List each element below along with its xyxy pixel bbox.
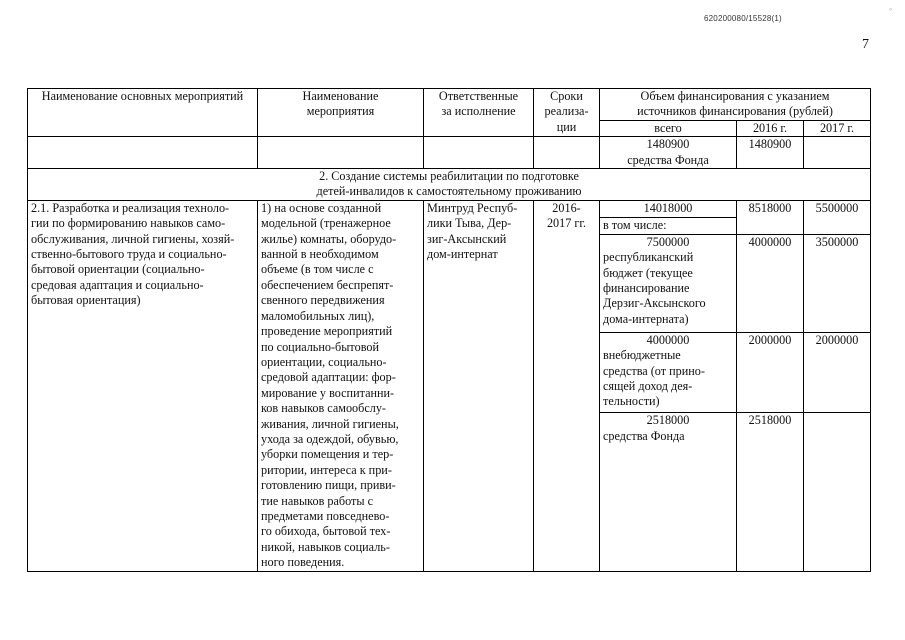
activity-description-line: ориентации, социально- [261, 354, 387, 369]
document-id: 620200080/15528(1) [704, 14, 782, 23]
funding-fund: 2518000 средства Фонда [600, 413, 737, 571]
activity-description-line: 1) на основе созданной [261, 200, 382, 215]
activity-description-line: живания, личной гигиены, [261, 416, 399, 431]
extrabudgetary-2017: 2000000 [804, 332, 871, 413]
total-2017: 5500000 [804, 200, 871, 234]
total-amount: 14018000 [600, 200, 737, 217]
activity-description-line: никой, навыков социаль- [261, 539, 390, 554]
main-activity-line: ственно-бытового труда и социально- [31, 247, 227, 262]
activity-description-line: тие навыков работы с [261, 493, 373, 508]
section-row [28, 169, 871, 201]
corner-mark: ◦ [889, 4, 893, 14]
responsible-line: дом-интернат [427, 247, 498, 262]
terms-cell: 2016- 2017 гг. [534, 200, 600, 571]
main-activity-line: средовая адаптация и социально- [31, 277, 204, 292]
activity-description-line: ков навыков самообслу- [261, 401, 386, 416]
funding-extrabudgetary: 4000000 внебюджетные средства (от прино- сящей доход дея- тельности) [600, 332, 737, 413]
total-2016: 8518000 [737, 200, 804, 234]
funding-source-line: внебюджетные [603, 348, 681, 363]
republic-budget-2016: 4000000 [737, 234, 804, 332]
main-activity-line: гии по формированию навыков само- [31, 216, 226, 231]
header-activity-name: Наименование мероприятия [258, 89, 424, 137]
activity-description-line: свенного передвижения [261, 293, 385, 308]
funding-source-line: финансирование [603, 280, 690, 295]
funding-republic-budget: 7500000 республиканский бюджет (текущее финансирование Дерзиг-Аксынского дома-интерната) [600, 234, 737, 332]
activity-description-line: средовой адаптации: фор- [261, 370, 396, 385]
header-responsible: Ответственные за исполнение [424, 89, 534, 137]
funding-source-line: республиканский [603, 250, 694, 265]
header-main-activities: Наименование основных мероприятий [28, 89, 258, 137]
funding-source-line: средства (от прино- [603, 363, 705, 378]
funding-source-line: Дерзиг-Аксынского [603, 296, 706, 311]
activity-description-line: объеме (в том числе с [261, 262, 374, 277]
header-terms: Сроки реализа- ции [534, 89, 600, 137]
activity-description-line: маломобильных лиц), [261, 308, 375, 323]
including-label: в том числе: [600, 217, 737, 234]
prev-total: 1480900 средства Фонда [600, 137, 737, 169]
funding-source-line: бюджет (текущее [603, 265, 693, 280]
activity-description-line: мирование у воспитанни- [261, 385, 395, 400]
prev-2017 [804, 137, 871, 169]
funding-source-line: дома-интерната) [603, 311, 689, 326]
financing-table [27, 88, 871, 572]
header-2017: 2017 г. [804, 120, 871, 136]
responsible-line: лики Тыва, Дер- [427, 216, 512, 231]
activity-description-line: го обихода, бытовой тех- [261, 524, 391, 539]
activity-description-cell [258, 200, 424, 571]
responsible-cell [424, 200, 534, 571]
activity-description-line: уборки помещения и тер- [261, 447, 394, 462]
header-2016: 2016 г. [737, 120, 804, 136]
fund-2016: 2518000 [737, 413, 804, 571]
table-row [28, 200, 871, 217]
section-title: 2. Создание системы реабилитации по подготовке детей-инвалидов к самостоятельному проживанию [28, 169, 871, 201]
header-row-1 [28, 89, 871, 121]
activity-description-line: готовлению пищи, приви- [261, 478, 396, 493]
responsible-line: зиг-Аксынский [427, 231, 507, 246]
activity-description-line: ухода за одеждой, обувью, [261, 431, 399, 446]
activity-description-line: ритории, интереса к при- [261, 462, 392, 477]
prev-2016: 1480900 [737, 137, 804, 169]
page-number: 7 [862, 37, 869, 52]
republic-budget-2017: 3500000 [804, 234, 871, 332]
activity-description-line: модельной (тренажерное [261, 216, 391, 231]
main-activity-line: 2.1. Разработка и реализация техноло- [31, 200, 230, 215]
activity-description-line: ванной в необходимом [261, 247, 379, 262]
responsible-line: Минтруд Респуб- [427, 200, 518, 215]
header-financing: Объем финансирования с указанием источников финансирования (рублей) [600, 89, 871, 121]
extrabudgetary-2016: 2000000 [737, 332, 804, 413]
activity-description-line: предметами повседнево- [261, 508, 390, 523]
activity-description-line: жилье) комнаты, оборудо- [261, 231, 397, 246]
main-activity-line: бытовая ориентация) [31, 293, 141, 308]
activity-description-line: по социально-бытовой [261, 339, 379, 354]
funding-source-line: тельности) [603, 394, 660, 409]
funding-source-line: сящей доход дея- [603, 379, 693, 394]
table-row [28, 137, 871, 169]
main-activity-line: обслуживания, личной гигиены, хозяй- [31, 231, 235, 246]
main-activity-cell [28, 200, 258, 571]
fund-2017 [804, 413, 871, 571]
main-activity-line: бытовой ориентации (социально- [31, 262, 205, 277]
header-total: всего [600, 120, 737, 136]
activity-description-line: ного поведения. [261, 555, 345, 570]
activity-description-line: обеспечением беспрепят- [261, 277, 394, 292]
activity-description-line: проведение мероприятий [261, 324, 393, 339]
funding-source-line: средства Фонда [603, 428, 685, 443]
